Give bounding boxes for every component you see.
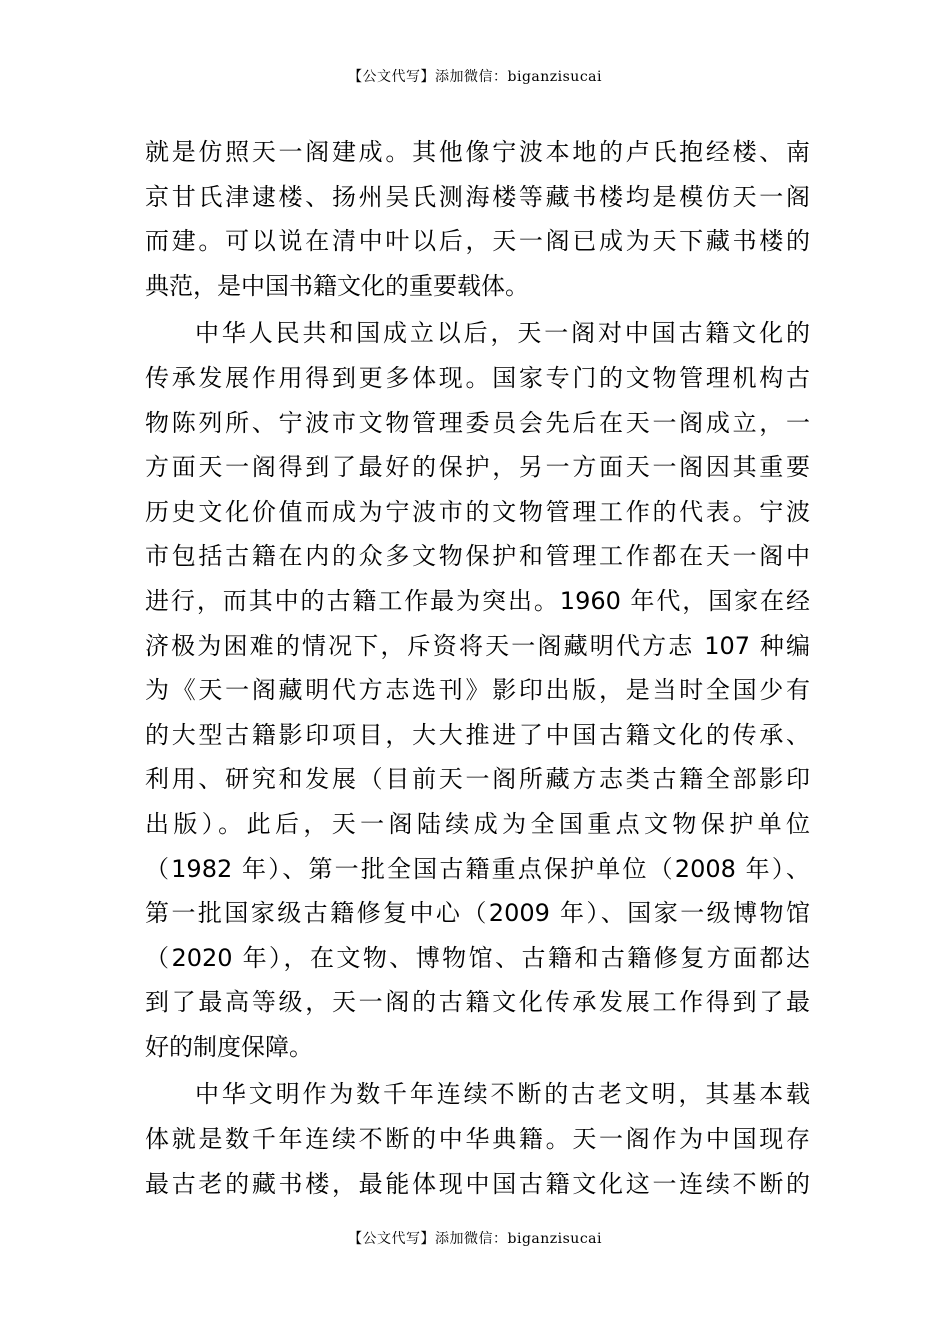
text-line: 中华文明作为数千年连续不断的古老文明，其基本载 [195,1080,810,1109]
text-line: 物陈列所、宁波市文物管理委员会先后在天一阁成立，一 [145,408,810,437]
text-line: 体就是数千年连续不断的中华典籍。天一阁作为中国现存 [145,1125,810,1154]
text-line: 传承发展作用得到更多体现。国家专门的文物管理机构古 [145,363,810,392]
text-line: 为《天一阁藏明代方志选刊》影印出版，是当时全国少有 [145,676,810,705]
text-line: 利用、研究和发展（目前天一阁所藏方志类古籍全部影印 [145,765,810,794]
text-line: 而建。可以说在清中叶以后，天一阁已成为天下藏书楼的 [145,227,810,256]
text-line: 方面天一阁得到了最好的保护，另一方面天一阁因其重要 [145,453,810,482]
text-line: （2020 年），在文物、博物馆、古籍和古籍修复方面都达 [145,943,810,972]
text-line: 中华人民共和国成立以后，天一阁对中国古籍文化的 [195,319,810,348]
page-header-watermark: 【公文代写】添加微信：biganzisucai [348,69,602,85]
text-line: 市包括古籍在内的众多文物保护和管理工作都在天一阁中 [145,542,810,571]
text-line: 历史文化价值而成为宁波市的文物管理工作的代表。宁波 [145,497,810,526]
text-line: 进行，而其中的古籍工作最为突出。1960 年代，国家在经 [145,586,810,615]
text-line: 出版）。此后，天一阁陆续成为全国重点文物保护单位 [145,809,810,838]
text-line: 到了最高等级，天一阁的古籍文化传承发展工作得到了最 [145,988,810,1017]
text-line: 的大型古籍影印项目，大大推进了中国古籍文化的传承、 [145,720,810,749]
text-line: 最古老的藏书楼，最能体现中国古籍文化这一连续不断的 [145,1169,810,1198]
text-line: 京甘氏津逮楼、扬州吴氏测海楼等藏书楼均是模仿天一阁 [145,182,810,211]
text-line: 好的制度保障。 [145,1032,313,1061]
page-footer-watermark: 【公文代写】添加微信：biganzisucai [348,1231,602,1247]
text-line: 典范，是中国书籍文化的重要载体。 [145,271,529,300]
text-line: 济极为困难的情况下，斥资将天一阁藏明代方志 107 种编 [145,631,810,660]
text-line: 就是仿照天一阁建成。其他像宁波本地的卢氏抱经楼、南 [145,138,810,166]
document-body [145,130,810,1206]
paragraph-1 [145,130,810,308]
paragraph-2 [145,311,810,1069]
text-line: 第一批国家级古籍修复中心（2009 年）、国家一级博物馆 [145,899,810,928]
paragraph-3 [145,1072,810,1206]
text-line: （1982 年）、第一批全国古籍重点保护单位（2008 年）、 [145,854,810,883]
